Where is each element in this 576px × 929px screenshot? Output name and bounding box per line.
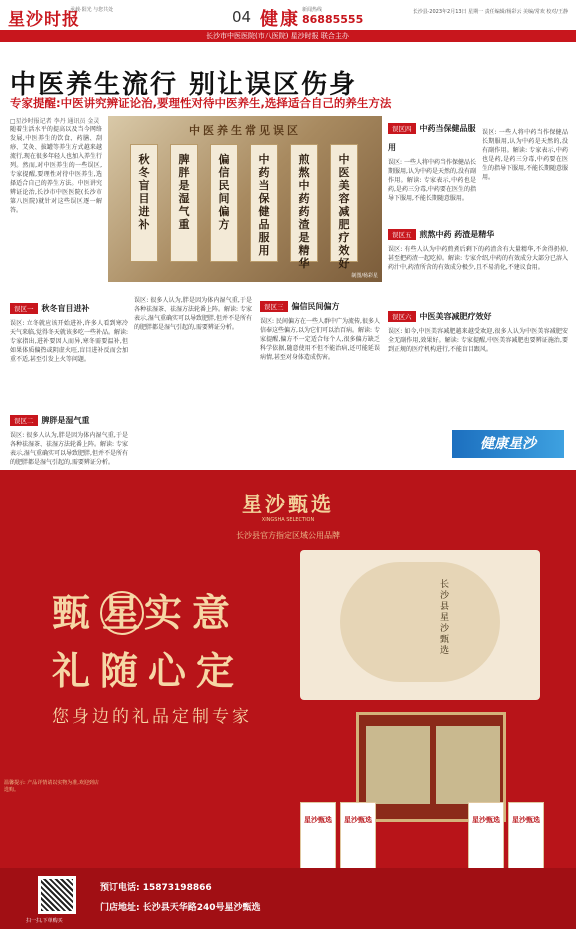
section-body: 误区: 民间偏方在一些人群中广为流传,很多人信奉这些偏方,以为它们可以治百病。解读: 专家提醒,偏方不一定适合每个人,很多偏方缺乏科学依据,随意使用不但不能治病,还可能延误病情,甚至对身体造成伤害。 xyxy=(260,318,380,361)
section-misconception-1 xyxy=(10,296,128,413)
health-section-badge: 健康星沙 xyxy=(452,430,564,458)
gift-box-artwork xyxy=(340,562,500,682)
masthead xyxy=(0,0,576,30)
tea-tin xyxy=(366,726,430,804)
ad-brand-logo xyxy=(205,488,371,523)
section-heading: 煎熬中药 药渣是精华 xyxy=(419,230,495,239)
section-label: 误区一 xyxy=(10,303,38,314)
section-label: 误区三 xyxy=(260,301,288,312)
scroll-item: 脾胖是湿气重 xyxy=(170,144,198,262)
section-heading: 中医美容减肥疗效好 xyxy=(419,312,492,321)
ad-tagline: 长沙县官方指定区域公用品牌 xyxy=(236,531,340,540)
ad-slogan-line2: 礼随心定 xyxy=(52,648,245,693)
qr-code[interactable] xyxy=(38,876,76,914)
ad-address: 门店地址: 长沙县天华路240号星沙甄选 xyxy=(100,903,261,913)
tea-tin xyxy=(436,726,500,804)
section-heading: 秋冬盲目进补 xyxy=(41,304,90,313)
ad-brand-en: XINGSHA SELECTION xyxy=(261,517,315,523)
scroll-item: 秋冬盲目进补 xyxy=(130,144,158,262)
section-label: 误区四 xyxy=(388,123,416,134)
tea-pack: 星沙甄选 xyxy=(468,802,504,872)
tea-pack: 星沙甄选 xyxy=(340,802,376,872)
co-host-bar xyxy=(0,30,576,42)
image-credit: 制图/杨彩星 xyxy=(351,273,378,279)
section-label: 误区六 xyxy=(388,311,416,322)
scroll-item: 偏信民间偏方 xyxy=(210,144,238,262)
section-misconception-6 xyxy=(388,304,568,435)
section-body: 误区: 很多人认为,胖是因为体内湿气重,于是各种祛湿茶、祛湿方法轮番上阵。解读: 专家表示,湿气重确实可以导致肥胖,但并不是所有的肥胖都是湿气引起的,需要辨证分析。 xyxy=(10,432,128,466)
section-heading: 偏信民间偏方 xyxy=(291,302,340,311)
ad-star-circle: 星 xyxy=(102,590,151,635)
section-heading: 脾胖是湿气重 xyxy=(41,416,90,425)
graphic-title: 中医养生常见误区 xyxy=(189,124,301,137)
ad-subtitle: 您身边的礼品定制专家 xyxy=(52,707,252,727)
section-misconception-2 xyxy=(10,408,128,477)
section-body-continued: 误区: 一些人将中药当作保健品长期服用,认为中药是天然的,没有副作用。解读: 专家表示,中药也是药,是药三分毒,中药要在医生的指导下服用,不能长期随意服用。 xyxy=(482,129,568,181)
ad-brand-name: 星沙甄选 xyxy=(242,492,334,516)
article-byline: □星沙时报记者 李丹 通讯员 金灵 xyxy=(10,118,100,125)
article-intro: 随着生活水平的提高以及当今网络发展,中医养生的饮食、药膳、刮痧、艾灸、拔罐等养生方式越来越流行,现在很多年轻人也加入养生行列。然而,对中医养生的一些误区,专家提醒,要理性对待中医养生,选择适合自己的养生方法。中医讲究辨证论治,长沙市中医医院(长沙市第八医院)就针对这些误区逐一解答。 xyxy=(10,126,102,214)
newspaper-logo: 星沙时报 xyxy=(8,10,80,30)
section-body: 误区: 立冬就应该开始进补,许多人看到寒冷天气来临,觉得冬天就该多吃一些补品。解读: 专家指出,进补要因人而异,寒冬需要温补,但如果体质偏热或阴虚火旺,盲目进补反而会加重不适,甚至引发上火等问题。 xyxy=(10,320,128,363)
section-misconception-5 xyxy=(388,222,568,303)
masthead-slogan: 承载·阳光 与您共处 xyxy=(70,7,114,13)
section-body: 误区: 如今,中医美容减肥越来越受欢迎,很多人认为中医美容减肥安全无副作用,效果好。解读: 专家提醒,中医美容减肥也要辨证施治,要到正规的医疗机构进行,不能盲目跟风。 xyxy=(388,328,568,353)
section-body-continued: 误区: 很多人认为,胖是因为体内湿气重,于是各种祛湿茶、祛湿方法轮番上阵。解读: 专家表示,湿气重确实可以导致肥胖,但并不是所有的肥胖都是湿气引起的,需要辨证分析。 xyxy=(134,297,252,331)
hotline xyxy=(302,6,363,26)
section-title: 健康 xyxy=(260,9,300,30)
section-body: 误区: 一些人将中药当作保健品长期服用,认为中药是天然的,没有副作用。解读: 专家表示,中药也是药,是药三分毒,中药要在医生的指导下服用,不能长期随意服用。 xyxy=(388,159,476,202)
section-heading: 中药当保健品服用 xyxy=(388,124,476,152)
ad-slogan-line1: 甄星实意 xyxy=(52,590,241,635)
gift-box-text: 长沙县星沙甄选 xyxy=(440,580,450,656)
misconceptions-graphic xyxy=(108,116,382,282)
scroll-item: 煎熬中药药渣是精华 xyxy=(290,144,318,262)
ad-phone: 预订电话: 15873198866 xyxy=(100,883,212,893)
hotline-label: 新闻热线 xyxy=(302,7,323,13)
section-body: 误区: 有些人认为中药煎煮后剩下的药渣含有大量精华,不舍得扔掉,甚至把药渣一起吃掉。解读: 专家介绍,中药的有效成分大部分已溶入药汁中,药渣所含的有效成分极少,且不易消化,不建议食用。 xyxy=(388,246,568,271)
ad-contact-bar xyxy=(0,868,576,929)
section-misconception-3 xyxy=(260,294,380,467)
co-host-text: 长沙市中医医院(市八医院) 星沙时报 联合主办 xyxy=(206,32,349,40)
section-label: 误区二 xyxy=(10,415,38,426)
scroll-item: 中医美容减肥疗效好 xyxy=(330,144,358,262)
qr-caption: 扫一扫,下单购买 xyxy=(26,918,63,924)
article-subhead: 专家提醒:中医讲究辨证论治,要理性对待中医养生,选择适合自己的养生方法 xyxy=(10,96,392,110)
tea-pack: 星沙甄选 xyxy=(300,802,336,872)
section-label: 误区五 xyxy=(388,229,416,240)
ad-note: 温馨提示: 产品详情请以实物为准,欢迎到店选购。 xyxy=(4,780,99,793)
advertisement xyxy=(0,470,576,929)
tea-pack: 星沙甄选 xyxy=(508,802,544,872)
hotline-number: 86885555 xyxy=(302,13,364,26)
edition-info: 长沙县·2023年2月13日 星期一 责任编辑/杨彩云 美编/常欢 校对/王静 xyxy=(412,9,568,15)
scroll-item: 中药当保健品服用 xyxy=(250,144,278,262)
article-headline: 中医养生流行 别让误区伤身 xyxy=(10,70,358,100)
page-number: 04 xyxy=(232,8,252,26)
